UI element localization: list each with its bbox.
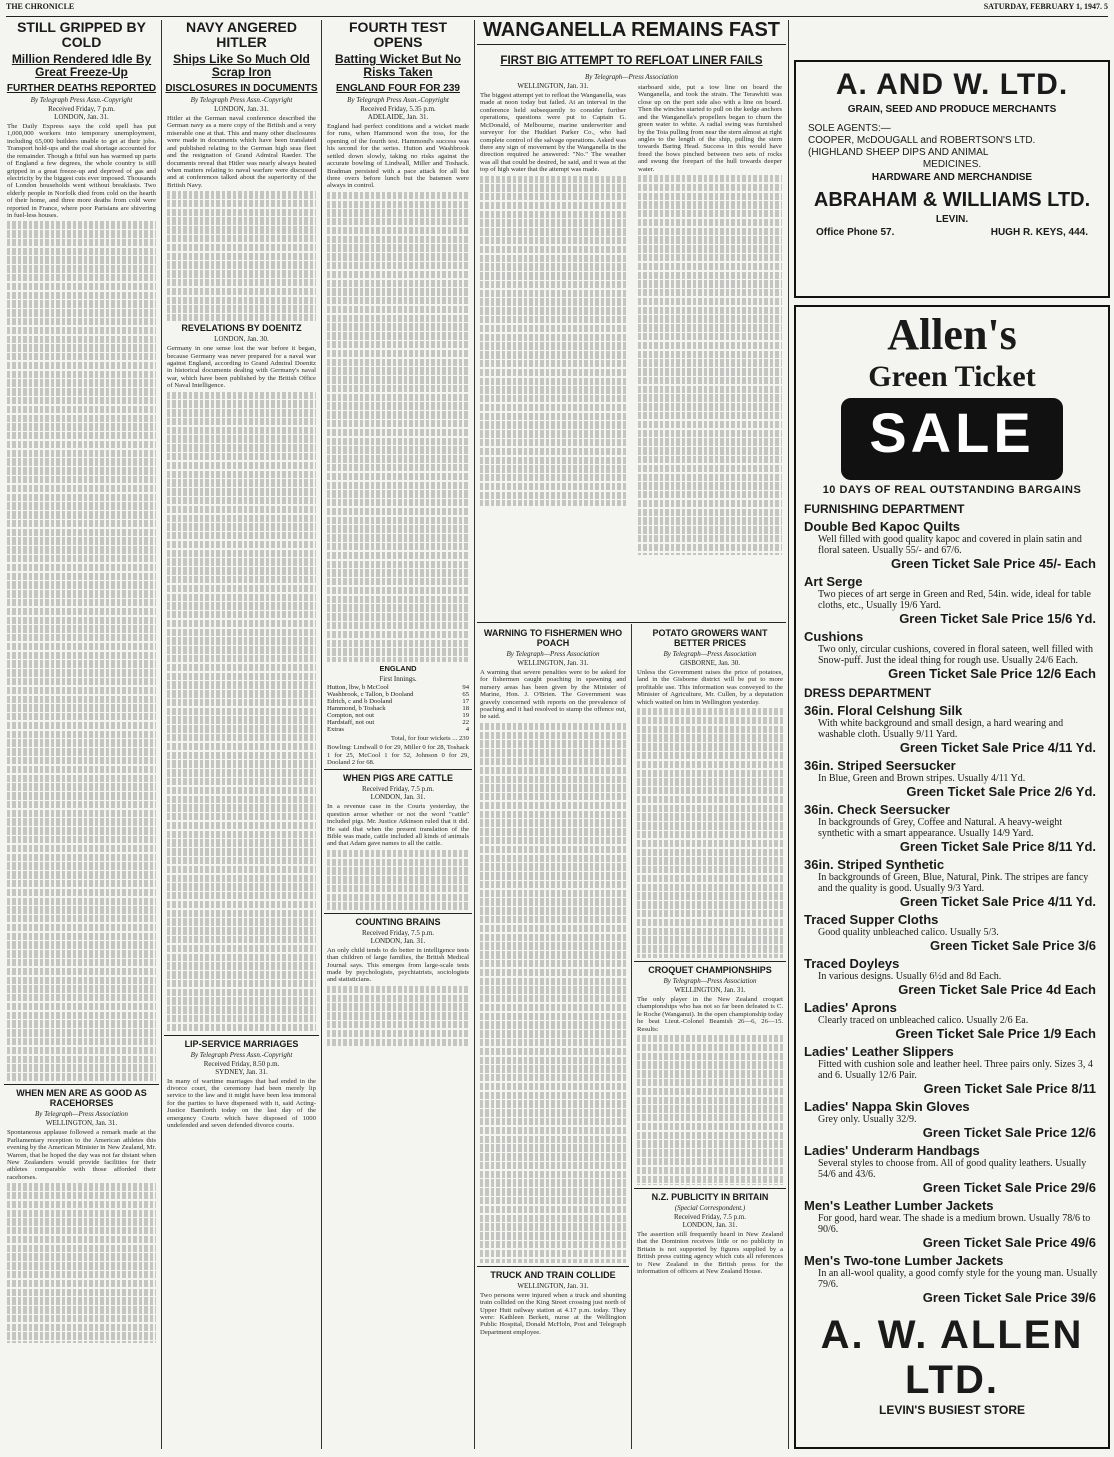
- sale-item-description: Fitted with cushion sole and leather heel. Three pairs only. Sizes 3, 4 and 6. Usually 12/6 Pair.: [818, 1059, 1093, 1081]
- sale-item-name: Cushions: [804, 629, 864, 644]
- sale-item-name: 36in. Check Seersucker: [804, 802, 950, 817]
- article-body-continued: starboard side, put a tow line on board the Wanganella, and took the strain. The Terawhiti was close up on the port side also with a line on board. Then the winches started to pull on the kedge anchors and the Wanganella's propellers began to churn the green water to white. A radial swing was furnished by the Toia pulling from near the stern almost at right angles to the length of the ship, pulling the stern towards Baring Head. Success in this would have freed the bows pinched between two sets of rocks and swung the forepart of the hull towards deeper water.: [638, 84, 782, 173]
- batsman-name: Compton, not out: [326, 711, 374, 719]
- sale-item-price: Green Ticket Sale Price 45/- Each: [891, 556, 1096, 571]
- sale-item-name: Men's Two-tone Lumber Jackets: [804, 1253, 1004, 1268]
- story-title: WHEN PIGS ARE CATTLE: [343, 773, 453, 784]
- article-continuation: [638, 175, 782, 555]
- dateline: WELLINGTON, Jan. 31.: [517, 1281, 589, 1290]
- story-title: N.Z. PUBLICITY IN BRITAIN: [651, 1192, 769, 1203]
- subhead: ENGLAND FOUR FOR 239: [336, 82, 460, 94]
- sale-item-name: 36in. Striped Synthetic: [804, 857, 945, 872]
- dateline: LONDON, Jan. 31.: [54, 113, 109, 122]
- byline: By Telegraph—Press Association: [34, 1110, 129, 1119]
- story-title: CROQUET CHAMPIONSHIPS: [648, 965, 772, 976]
- story-title: LIP-SERVICE MARRIAGES: [184, 1038, 299, 1049]
- headline: WANGANELLA REMAINS FAST: [477, 20, 786, 45]
- article-continuation: [327, 850, 469, 910]
- column-rule: [321, 20, 322, 1449]
- scores-title: ENGLAND: [379, 663, 417, 673]
- story-title: WARNING TO FISHERMEN WHO POACH: [483, 628, 623, 648]
- store-slogan: LEVIN'S BUSIEST STORE: [879, 1403, 1025, 1417]
- article-body: England had perfect conditions and a wicket made for runs, when Hammond won the toss, for the opening of the fourth test. Hammond's success was his second for the series. Hutton and Washbrook settled down slowly, taking no risks against the accurate bowling of Lindwall, Miller and Toshack. Bradman persisted with a pace attack for all but three overs before lunch but the batsmen were always in control.: [327, 123, 469, 190]
- sale-item: [796, 1253, 1108, 1305]
- article-body: The Daily Express says the cold spell has put 1,000,000 workers into temporary unemployment, including 65,000 builders unable to get at their jobs. Transport hold-ups and the coal shortage accounted for the remainder. Though a fitful sun has warmed up parts of England a few degrees, the whole country is still gripped in a great freeze-up and deprived of gas and electricity by the biggest cuts ever imposed. Thousands of London households went without breakfasts. Two elderly people in Norfolk died from cold on the hearth of their home, and three more deaths from cold were reported in France, where poor Parisians are shivering in fuel-less houses.: [7, 123, 156, 219]
- sale-item-name: Art Serge: [804, 574, 863, 589]
- sale-item-price: Green Ticket Sale Price 49/6: [922, 1235, 1096, 1250]
- sale-item: [796, 912, 1108, 953]
- furnishing-items: [796, 519, 1108, 681]
- sale-item-description: Well filled with good quality kapoc and covered in plain satin and floral sateen. Usually 55/- and 67/6.: [818, 534, 1082, 556]
- sale-item-price: Green Ticket Sale Price 15/6 Yd.: [899, 611, 1096, 626]
- subhead: DISCLOSURES IN DOCUMENTS: [165, 82, 318, 94]
- dateline: LONDON, Jan. 30.: [214, 335, 269, 344]
- masthead: [6, 2, 1108, 17]
- agents-line: (HIGHLAND SHEEP DIPS AND ANIMAL: [808, 147, 989, 158]
- sale-item-description: Good quality unbleached calico. Usually 5/3.: [818, 927, 999, 938]
- sale-item-description: With white background and small design, a hard wearing and washable cloth. Usually 9/11 Yard.: [818, 718, 1064, 740]
- scores-total: Total, for four wickets ... 239: [390, 734, 469, 742]
- department-heading: DRESS DEPARTMENT: [804, 686, 932, 700]
- deck: Million Rendered Idle By Great Freeze-Up: [11, 52, 152, 79]
- batsman-name: Edrich, c and b Dooland: [326, 697, 393, 705]
- article-body: Germany in one sense lost the war before it began, because Germany was never prepared for a naval war against England, according to Grand Admiral Doenitz in historical documents dealing with Germany's naval war, which have been published by the British Office of Naval Intelligence.: [167, 345, 316, 390]
- received-line: Received Friday, 8.50 p.m.: [203, 1059, 280, 1068]
- article-continuation: [480, 723, 626, 1263]
- batsman-runs: 19: [462, 711, 470, 719]
- dateline: SYDNEY, Jan. 31.: [215, 1067, 268, 1076]
- department-heading: FURNISHING DEPARTMENT: [804, 502, 965, 516]
- dateline: ADELAIDE, Jan. 31.: [367, 113, 429, 122]
- article-body: The only player in the New Zealand croquet championships who has not so far been defeated is C. le Roche (Wanganui). In the open championship today he beat Lieut.-Colonel Beamish 26—6, 26—15. Results:: [637, 996, 783, 1033]
- manager-phone: HUGH R. KEYS, 444.: [990, 227, 1088, 238]
- column-4-lower: [477, 626, 629, 1446]
- sale-item-price: Green Ticket Sale Price 39/6: [922, 1290, 1096, 1305]
- sale-item-price: Green Ticket Sale Price 4d Each: [898, 982, 1096, 997]
- subhead: FURTHER DEATHS REPORTED: [6, 82, 157, 94]
- scoreboard-row: [327, 705, 469, 712]
- batsman-name: Washbrook, c Tallon, b Dooland: [326, 690, 414, 698]
- sale-item-name: 36in. Floral Celshung Silk: [804, 703, 963, 718]
- dateline: LONDON, Jan. 31.: [370, 793, 426, 802]
- byline: By Telegraph—Press Association: [506, 650, 600, 658]
- ad-tagline: GRAIN, SEED AND PRODUCE MERCHANTS: [847, 104, 1057, 115]
- sale-item: [796, 574, 1108, 626]
- scoreboard-row: [327, 698, 469, 705]
- story-title: COUNTING BRAINS: [355, 916, 441, 927]
- sale-item: [796, 519, 1108, 571]
- firm-town: LEVIN.: [935, 214, 969, 225]
- scoreboard-row: [327, 712, 469, 719]
- article-body: Two persons were injured when a truck and shunting train collided on the King Street crossing just north of Upper Hutt railway station at 4.17 p.m. today. They were: Kathleen Berkett, nurse at the Wellington Public Hospital, Donald McHoln, Post and Telegraph Department employee.: [480, 1291, 626, 1336]
- sale-item-description: In an all-wool quality, a good comfy style for the young man. Usually 79/6.: [818, 1268, 1098, 1290]
- ad-title: A. AND W. LTD.: [835, 68, 1069, 101]
- article-continuation: [7, 221, 156, 1081]
- article-continuation: [327, 192, 469, 662]
- column-3: [324, 20, 472, 1450]
- dateline: LONDON, Jan. 31.: [682, 1221, 738, 1230]
- section-divider: [477, 622, 786, 623]
- batsman-runs: 94: [462, 683, 470, 691]
- byline: By Telegraph—Press Association: [584, 73, 679, 82]
- article-continuation: [167, 392, 316, 1032]
- scoreboard-row: [327, 726, 469, 733]
- aw-advertisement: [794, 60, 1110, 298]
- hardware-line: HARDWARE AND MERCHANDISE: [871, 172, 1033, 183]
- sale-item-description: In backgrounds of Green, Blue, Natural, Pink. The stripes are fancy and the quality is good. Usually 9/3 Yard.: [818, 872, 1089, 894]
- received-line: Received Friday, 7 p.m.: [48, 105, 115, 114]
- sale-item-name: 36in. Striped Seersucker: [804, 758, 956, 773]
- sale-item-description: In backgrounds of Grey, Coffee and Natural. A heavy-weight synthetic with a smart appearance. Usually 14/9 Yard.: [818, 817, 1063, 839]
- sale-item-name: Ladies' Aprons: [804, 1000, 897, 1015]
- sale-item-price: Green Ticket Sale Price 12/6: [922, 1125, 1096, 1140]
- sale-item-name: Traced Doyleys: [804, 956, 900, 971]
- byline: (Special Correspondent.): [674, 1204, 746, 1213]
- column-rule: [631, 624, 632, 1449]
- article-continuation: [327, 986, 469, 1046]
- sale-item-price: Green Ticket Sale Price 29/6: [922, 1180, 1096, 1195]
- dateline: LONDON, Jan. 31.: [370, 936, 426, 945]
- dateline: WELLINGTON, Jan. 31.: [517, 82, 589, 91]
- article-body: The assertion still frequently heard in New Zealand that the Dominion receives little or no publicity in Britain is not supported by figures supplied by a British press cutting agency which cuts all references to New Zealand in the British press for the information of officers at New Zealand House.: [637, 1231, 783, 1276]
- column-rule: [161, 20, 162, 1449]
- sale-item-name: Ladies' Underarm Handbags: [804, 1143, 980, 1158]
- agents-line: COOPER, McDOUGALL and ROBERTSON'S LTD.: [808, 135, 1036, 146]
- sale-item: [796, 758, 1108, 799]
- sale-item-name: Traced Supper Cloths: [804, 912, 939, 927]
- byline: By Telegraph Press Assn.-Copyright: [190, 96, 293, 105]
- story-title: WHEN MEN ARE AS GOOD AS RACEHORSES: [16, 1088, 147, 1109]
- sale-item: [796, 857, 1108, 909]
- article-continuation: [7, 1183, 156, 1343]
- article-body: The biggest attempt yet to refloat the Wanganella, was made at noon today but failed. At an interval in the conference held subsequently to consider further operations, questions were put to Captain G. McDonald, of Melbourne, marine underwriter and surveyor for the Huddart Parker Co., who had complete control of the salvage operations. Asked was there any sign of movement by the Wanganella in the direction required he answered: "No." The weather was all that could be desired, he said, and it was at the top of high water that the attempt was made.: [480, 92, 626, 174]
- sale-item-description: In various designs. Usually 6½d and 8d Each.: [818, 971, 1002, 982]
- batsman-name: Hardstaff, not out: [326, 718, 375, 726]
- headline: STILL GRIPPED BY COLD: [17, 20, 146, 50]
- sale-item: [796, 956, 1108, 997]
- sale-item-description: Two pieces of art serge in Green and Red, 54in. wide, ideal for table cloths, etc., Usually 19/6 Yard.: [818, 589, 1091, 611]
- column-2: [164, 20, 319, 1450]
- sale-item: [796, 1099, 1108, 1140]
- issue-date: SATURDAY, FEBRUARY 1, 1947. 5: [983, 2, 1108, 11]
- sale-duration: 10 DAYS OF REAL OUTSTANDING BARGAINS: [822, 484, 1082, 496]
- sale-item-price: Green Ticket Sale Price 8/11 Yd.: [899, 839, 1096, 854]
- sale-item-name: Ladies' Nappa Skin Gloves: [804, 1099, 970, 1114]
- article-body: A warning that severe penalties were to be asked for for fishermen caught poaching in spawning and nursery areas has been given by the Minister of Marine, Hon. J. O'Brien. The Government was gravely concerned with reports on the prevalence of poaching and it had resolved to stamp the offence out, he said.: [480, 669, 626, 721]
- allens-advertisement: [794, 305, 1110, 1449]
- bowling-figures: Bowling: Lindwall 0 for 29, Miller 0 for 28, Toshack 1 for 25, McCool 1 for 52, Johnson 0 for 29, Dooland 2 for 68.: [327, 744, 469, 766]
- received-line: Received Friday, 7.5 p.m.: [361, 785, 435, 794]
- headline: NAVY ANGERED HITLER: [186, 20, 297, 50]
- agents-label: SOLE AGENTS:—: [808, 123, 891, 134]
- subhead: FIRST BIG ATTEMPT TO REFLOAT LINER FAILS: [500, 55, 763, 67]
- sale-item-name: Ladies' Leather Slippers: [804, 1044, 954, 1059]
- dateline: WELLINGTON, Jan. 31.: [45, 1119, 118, 1128]
- article-continuation: [480, 176, 626, 506]
- sale-item: [796, 629, 1108, 681]
- article-body: An only child tends to do better in intelligence tests than children of large families, the British Medical Journal says. This emerges from large-scale tests made by psychologists, psychiatrists, sociologists and statisticians.: [327, 946, 469, 984]
- batsman-runs: 22: [462, 718, 470, 726]
- article-body: In a revenue case in the Courts yesterday, the question arose whether or not the word "cattle" included pigs. Mr. Justice Atkinson ruled that it did. He said that when the present translation of the Bible was made, cattle included all kinds of animals and that Adam gave names to all the cattle.: [327, 803, 469, 848]
- sale-item: [796, 703, 1108, 755]
- article-body: Spontaneous applause followed a remark made at the Parliamentary reception to the American athletes this evening by the American Minister in New Zealand, Mr. Warren, that he hoped the day was not far distant when New Zealanders would provide facilities for their athletes comparable with those afforded their racehorses.: [7, 1129, 156, 1181]
- sale-item-description: Several styles to choose from. All of good quality leathers. Usually 54/6 and 43/6.: [818, 1158, 1087, 1180]
- sale-item-price: Green Ticket Sale Price 4/11 Yd.: [899, 740, 1096, 755]
- received-line: Received Friday, 5.35 p.m.: [360, 105, 436, 114]
- sale-item: [796, 1044, 1108, 1096]
- article-continuation: [637, 1035, 783, 1185]
- dateline: WELLINGTON, Jan. 31.: [517, 659, 589, 667]
- deck: Batting Wicket But No Risks Taken: [335, 52, 461, 79]
- byline: By Telegraph Press Assn.-Copyright: [190, 1050, 293, 1059]
- byline: By Telegraph Press Assn.-Copyright: [347, 96, 449, 105]
- dress-items: [796, 703, 1108, 1305]
- byline: By Telegraph—Press Association: [663, 977, 757, 986]
- sale-item-price: Green Ticket Sale Price 2/6 Yd.: [906, 784, 1096, 799]
- scoreboard-row: [327, 684, 469, 691]
- sale-item-price: Green Ticket Sale Price 8/11: [923, 1081, 1096, 1096]
- sale-item-price: Green Ticket Sale Price 12/6 Each: [888, 666, 1096, 681]
- office-phone: Office Phone 57.: [816, 227, 895, 238]
- story-title: REVELATIONS BY DOENITZ: [181, 323, 302, 334]
- sale-item-name: Double Bed Kapoc Quilts: [804, 519, 961, 534]
- sale-item-description: In Blue, Green and Brown stripes. Usually 4/11 Yd.: [818, 773, 1026, 784]
- batsman-name: Hammond, b Toshack: [326, 704, 386, 712]
- dateline: LONDON, Jan. 31.: [214, 105, 269, 114]
- dateline: WELLINGTON, Jan. 31.: [674, 986, 746, 995]
- sale-banner: SALE: [841, 398, 1063, 480]
- sale-item-name: Men's Leather Lumber Jackets: [804, 1198, 994, 1213]
- column-rule: [788, 20, 789, 1449]
- received-line: Received Friday, 7.5 p.m.: [361, 928, 435, 937]
- byline: By Telegraph—Press Association: [663, 650, 757, 658]
- batsman-runs: 65: [462, 690, 470, 698]
- firm-name: ABRAHAM & WILLIAMS LTD.: [813, 189, 1091, 211]
- paper-name: THE CHRONICLE: [6, 2, 75, 11]
- article-body: Hitler at the German naval conference described the German navy as a mere copy of the British and a very miserable one at that. This and many other disclosures were made in documents which have been translated and published relating to the German high seas fleet and the resignation of Grand Admiral Raeder. The documents reveal that Hitler was nearly always heated when matters relating to naval warfare were discussed and at conferences talked about the superiority of the British Navy.: [167, 115, 316, 189]
- column-rule: [474, 20, 475, 1449]
- sale-item-description: For good, hard wear. The shade is a medium brown. Usually 78/6 to 90/6.: [818, 1213, 1091, 1235]
- sale-item-price: Green Ticket Sale Price 3/6: [930, 938, 1096, 953]
- batsman-runs: 18: [462, 704, 470, 712]
- scoreboard-table: [327, 684, 469, 733]
- batsman-name: Extras: [326, 725, 345, 733]
- scoreboard-row: [327, 691, 469, 698]
- wanganella-story: [477, 20, 786, 640]
- ad-subtitle: Green Ticket: [868, 360, 1036, 393]
- store-name: A. W. ALLEN LTD.: [820, 1313, 1084, 1402]
- dateline: GISBORNE, Jan. 30.: [679, 659, 741, 667]
- sale-item-description: Grey only. Usually 32/9.: [818, 1114, 917, 1125]
- batsman-runs: 4: [465, 725, 470, 733]
- deck: Ships Like So Much Old Scrap Iron: [173, 52, 310, 79]
- column-1: [4, 20, 159, 1450]
- headline: FOURTH TEST OPENS: [349, 20, 447, 50]
- ad-title: Allen's: [887, 310, 1017, 359]
- sale-item-price: Green Ticket Sale Price 4/11 Yd.: [899, 894, 1096, 909]
- byline: By Telegraph Press Assn.-Copyright: [30, 96, 133, 105]
- sale-item: [796, 1143, 1108, 1195]
- story-title: TRUCK AND TRAIN COLLIDE: [490, 1269, 616, 1280]
- article-continuation: [637, 708, 783, 958]
- agents-line: MEDICINES.: [922, 159, 982, 170]
- batsman-name: Hutton, lbw, b McCool: [326, 683, 389, 691]
- scores-subtitle: First Innings.: [379, 674, 417, 683]
- sale-item-description: Clearly traced on unbleached calico. Usually 2/6 Ea.: [818, 1015, 1029, 1026]
- sale-item: [796, 1198, 1108, 1250]
- article-body: In many of wartime marriages that had ended in the divorce court, the ceremony had been merely lip service to the law and it might have been less immoral for the parties to have dispensed with it, said Acting-Justice Bamforth today on the last day of the emergency Courts which have disposed of 1000 undefended and seven defended divorce courts.: [167, 1077, 316, 1129]
- sale-item: [796, 1000, 1108, 1041]
- article-body: Unless the Government raises the price of potatoes, land in the Gisborne district will be put to more profitable use. This information was conveyed to the Minister of Agriculture, Mr. Cullen, by a deputation which waited on him in Wellington yesterday.: [637, 669, 783, 706]
- story-title: POTATO GROWERS WANT BETTER PRICES: [652, 628, 768, 648]
- sale-item-price: Green Ticket Sale Price 1/9 Each: [895, 1026, 1096, 1041]
- batsman-runs: 17: [462, 697, 470, 705]
- received-line: Received Friday, 7.5 p.m.: [673, 1213, 747, 1222]
- scoreboard-row: [327, 719, 469, 726]
- article-continuation: [167, 191, 316, 321]
- column-5-lower: [634, 626, 786, 1446]
- sale-item-description: Two only, circular cushions, covered in floral sateen, well filled with Snow-puff. Just the ideal thing for rough use. Usually 24/6 Each.: [818, 644, 1093, 666]
- sale-item: [796, 802, 1108, 854]
